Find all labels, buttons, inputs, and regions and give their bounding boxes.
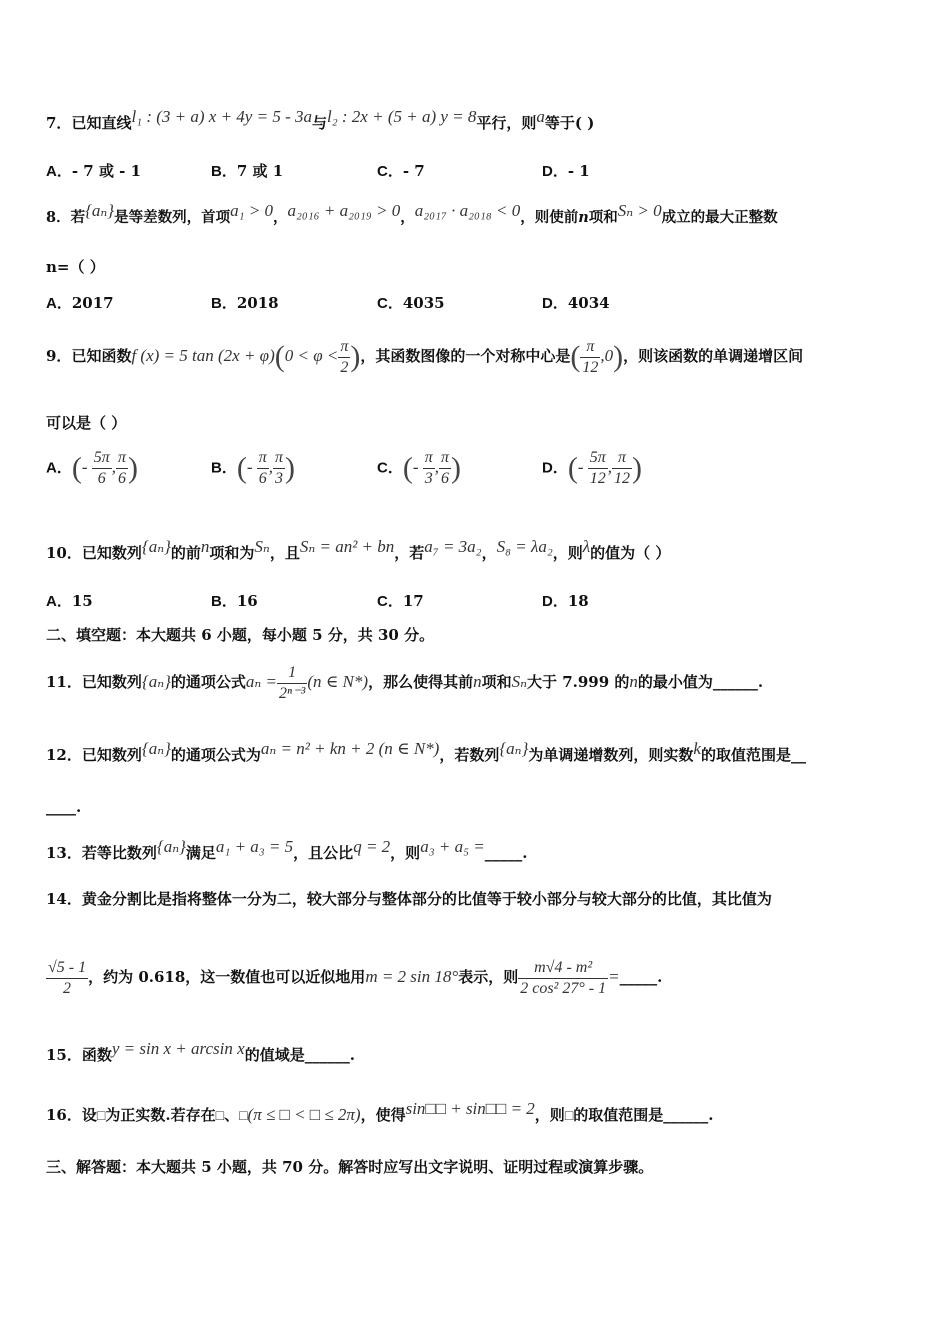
q7-option-d[interactable]	[542, 160, 590, 181]
option-text: 7 或 1	[236, 162, 284, 180]
q10-text: 的值为（ ）	[590, 544, 671, 562]
section-3-heading: 三、解答题：本大题共 5 小题，共 70 分。解答时应写出文字说明、证明过程或演算步骤。	[46, 1158, 654, 1176]
q8-text: ，则使前	[520, 209, 579, 226]
q15-text: 函数	[81, 1046, 112, 1064]
fraction-denominator: 12	[589, 470, 606, 487]
question-16: 16．设□为正实数.若存在□、□(π ≤ □ < □ ≤ 2π)，使得sin□□ + sin□□ = 2，则□的取值范围是______.	[46, 1099, 714, 1124]
option-label: B．	[211, 163, 237, 180]
q7-option-b[interactable]	[211, 160, 283, 181]
fraction-numerator: π	[423, 448, 435, 469]
q7-option-a[interactable]	[46, 160, 141, 181]
option-text: 2017	[71, 294, 114, 312]
q12-formula: aₙ = n² + kn + 2 (n ∈ N*)	[260, 739, 440, 758]
option-label: A．	[46, 593, 72, 610]
q9-text: ，其函数图像的一个对称中心是	[360, 347, 571, 365]
option-text: 4034	[567, 294, 610, 312]
q11-text: 的通项公式	[170, 673, 246, 691]
question-13	[46, 837, 910, 864]
q16-text: 的取值范围是______.	[573, 1106, 714, 1124]
fraction-numerator: π	[338, 337, 350, 358]
q7-text: 等于( )	[544, 114, 595, 132]
fraction-denominator: 6	[97, 470, 106, 487]
fraction-denominator: 12	[614, 470, 631, 487]
q8-option-a[interactable]	[46, 292, 114, 313]
q11-sum: Sₙ	[511, 672, 527, 691]
q16-text: 设	[81, 1106, 97, 1124]
q11-fraction	[277, 663, 307, 704]
q11-formula: aₙ =	[245, 672, 278, 691]
option-label: D．	[542, 593, 568, 610]
q9-option-d[interactable]: D．(- $\frac{5\pi}{12}$ , $\frac{\pi}{12}$ )	[542, 449, 643, 487]
q10-text: 已知数列	[81, 544, 142, 562]
q10-text: 项和为	[209, 544, 255, 562]
option-label: D．	[542, 459, 568, 477]
q10-option-b[interactable]	[211, 590, 258, 611]
q10-number: 10．	[46, 544, 82, 562]
option-text: 2018	[236, 294, 279, 312]
option-label: B．	[211, 295, 237, 312]
option-text: 15	[71, 592, 93, 610]
option-label: C．	[377, 459, 403, 477]
q8-var-n: n	[578, 209, 589, 226]
q10-lambda: λ	[582, 537, 591, 556]
q10-var-n: n	[200, 537, 210, 556]
fraction-numerator: m√4 - m²	[518, 958, 608, 979]
q13-sequence: {aₙ}	[156, 837, 186, 856]
q9-text: 已知函数	[71, 347, 132, 365]
q8-option-d[interactable]	[542, 292, 610, 313]
q8-option-b[interactable]	[211, 292, 279, 313]
q8-cond-4: Sₙ > 0	[617, 201, 662, 220]
q13-number: 13．	[46, 844, 82, 862]
q11-text: 已知数列	[81, 673, 142, 691]
question-11	[46, 660, 910, 704]
q12-var-k: k	[693, 739, 701, 758]
fraction-denominator: 12	[582, 358, 599, 376]
q13-text: ，则	[390, 844, 421, 862]
q9-option-b[interactable]: B．(- $\frac{\pi}{6}$ , $\frac{\pi}{3}$ )	[211, 449, 296, 487]
q10-text: 的前	[170, 544, 201, 562]
q9-number: 9．	[46, 347, 72, 365]
q12-number: 12．	[46, 746, 82, 764]
fraction-denominator: 3	[424, 470, 433, 487]
q10-text: ，且	[269, 544, 300, 562]
q11-text: 项和	[481, 673, 512, 691]
q7-var-a: a	[536, 107, 545, 126]
q11-number: 11．	[46, 673, 82, 691]
q13-text: ，且公比	[293, 844, 354, 862]
q9-option-c[interactable]: C．(- $\frac{\pi}{3}$ , $\frac{\pi}{6}$ )	[377, 449, 462, 487]
q14-golden-ratio	[46, 958, 88, 999]
q11-var-n: n	[629, 672, 638, 691]
q10-sum: Sₙ	[254, 537, 270, 556]
option-label: C．	[377, 163, 403, 180]
q16-text: ，则	[534, 1106, 565, 1124]
q14-equals: =	[608, 967, 620, 986]
q8-number: 8．	[46, 209, 71, 226]
q7-text: 已知直线	[71, 114, 132, 132]
option-text: - 7 或 - 1	[71, 162, 142, 180]
option-label: B．	[211, 593, 237, 610]
q8-text: 若	[70, 209, 86, 226]
q10-sum-formula: Sₙ = an² + bn	[299, 537, 395, 556]
q14-expression	[518, 958, 608, 999]
option-label: A．	[46, 459, 72, 477]
q12-text: 为单调递增数列，则实数	[528, 746, 694, 764]
question-15	[46, 1039, 910, 1066]
q11-domain: (n ∈ N*)	[307, 672, 369, 691]
q8-text: 项和	[588, 209, 618, 226]
q8-text: 成立的最大正整数	[661, 209, 778, 226]
q11-sequence: {aₙ}	[141, 672, 171, 691]
q14-m-def: m = 2 sin 18°	[365, 967, 459, 986]
q12-text: 的取值范围是__	[700, 746, 806, 764]
option-label: C．	[377, 295, 403, 312]
q15-function: y = sin x + arcsin x	[111, 1039, 245, 1058]
q12-text: ，若数列	[439, 746, 500, 764]
q9-fraction	[338, 337, 350, 378]
q12-text: 已知数列	[81, 746, 142, 764]
q10-cond-2: S₈ = λa₂	[496, 537, 553, 556]
fraction-numerator: √5 - 1	[46, 958, 88, 979]
q9-center-x	[580, 337, 600, 378]
q9-option-a[interactable]: A．(- $\frac{5\pi}{6}$ , $\frac{\pi}{6}$ )	[46, 449, 139, 487]
q10-text: ，则	[552, 544, 583, 562]
q7-text: 与	[312, 114, 328, 132]
q8-text: ，	[272, 209, 288, 226]
question-7	[46, 107, 910, 134]
option-text: - 7	[402, 162, 425, 180]
q11-var-n: n	[473, 672, 482, 691]
q12-text: 的通项公式为	[170, 746, 261, 764]
fraction-denominator: 6	[258, 470, 267, 487]
q8-line-2: n=（ ）	[46, 258, 105, 276]
q12-sequence: {aₙ}	[141, 739, 171, 758]
q14-number: 14．	[46, 890, 82, 908]
option-label: A．	[46, 163, 72, 180]
fraction-denominator: 2ⁿ⁻³	[279, 684, 306, 702]
q14-line-2	[46, 954, 910, 1000]
q9-line-2: 可以是（ ）	[46, 414, 127, 432]
fraction-numerator: 5π	[92, 448, 112, 469]
q13-target: a₃ + a₅ =	[420, 837, 485, 856]
q16-number: 16．	[46, 1106, 82, 1124]
q11-text: 的最小值为______.	[637, 673, 764, 691]
fraction-denominator: 2 cos² 27° - 1	[520, 979, 607, 997]
question-8	[46, 201, 910, 229]
q7-line-l2: l₂ : 2x + (5 + a) y = 8	[327, 107, 477, 126]
fraction-numerator: π	[257, 448, 269, 469]
fraction-denominator: 2	[63, 979, 72, 997]
option-text: 18	[567, 592, 589, 610]
q8-cond-2: a₂₀₁₆ + a₂₀₁₉ > 0	[287, 201, 401, 220]
q7-number: 7．	[46, 114, 72, 132]
q7-option-c[interactable]	[377, 160, 425, 181]
q13-ratio: q = 2	[353, 837, 391, 856]
option-text: - 1	[567, 162, 590, 180]
option-text: 4035	[402, 294, 445, 312]
option-label: D．	[542, 295, 568, 312]
q10-text: ，若	[394, 544, 425, 562]
q11-text: 大于 7.999 的	[526, 673, 630, 691]
fraction-denominator: 6	[441, 470, 450, 487]
q8-option-c[interactable]	[377, 292, 445, 313]
q7-text: 平行，则	[476, 114, 537, 132]
q8-text: 是等差数列，首项	[114, 209, 231, 226]
fraction-numerator: 5π	[588, 448, 608, 469]
option-text: 17	[402, 592, 424, 610]
q14-text: 黄金分割比是指将整体一分为二，较大部分与整体部分的比值等于较小部分与较大部分的比值，其比值为	[81, 890, 772, 908]
question-9: 9．已知函数f (x) = 5 tan (2x + φ)(0 < φ < $\frac{\pi}{2}$ )，其函数图像的一个对称中心是( $\frac{\pi}{12}$ ,0)，则该函数的单调递增区间	[46, 337, 804, 376]
q16-text: 为正实数.若存在	[105, 1106, 216, 1124]
q15-number: 15．	[46, 1046, 82, 1064]
option-label: B．	[211, 459, 237, 477]
q14-answer-blank[interactable]: _____.	[619, 968, 663, 986]
q8-text: ，	[400, 209, 415, 226]
q10-sequence: {aₙ}	[141, 537, 171, 556]
q13-cond-1: a₁ + a₃ = 5	[215, 837, 294, 856]
option-label: C．	[377, 593, 403, 610]
q16-equation: sin□□ + sin□□ = 2	[405, 1099, 535, 1118]
question-10	[46, 537, 910, 564]
q12-sequence: {aₙ}	[499, 739, 529, 758]
option-label: D．	[542, 163, 568, 180]
q9-phi-range: 0 < φ <	[284, 346, 339, 365]
fraction-numerator: π	[439, 448, 451, 469]
fraction-denominator: 6	[118, 470, 127, 487]
fraction-denominator: 2	[340, 358, 349, 376]
question-14	[46, 888, 910, 910]
question-12	[46, 739, 910, 766]
q7-line-l1: l₁ : (3 + a) x + 4y = 5 - 3a	[131, 107, 312, 126]
fraction-numerator: π	[580, 337, 600, 358]
q16-range: (π ≤ □ < □ ≤ 2π)	[247, 1105, 361, 1124]
option-label: A．	[46, 295, 72, 312]
q8-cond-1: a₁ > 0	[230, 201, 273, 220]
q10-cond-1: a₇ = 3a₂	[424, 537, 482, 556]
q9-center-y: ,0	[600, 346, 614, 365]
q15-text: 的值域是______.	[244, 1046, 355, 1064]
q8-sequence: {aₙ}	[85, 201, 115, 220]
q16-text: 、	[224, 1106, 240, 1124]
fraction-numerator: π	[612, 448, 632, 469]
fraction-numerator: π	[273, 448, 285, 469]
q10-option-c[interactable]	[377, 590, 424, 611]
q10-text: ，	[481, 544, 497, 562]
section-2-heading: 二、填空题：本大题共 6 小题，每小题 5 分，共 30 分。	[46, 626, 435, 644]
q13-text: 若等比数列	[81, 844, 157, 862]
q14-text: 表示，则	[458, 968, 519, 986]
fraction-numerator: 1	[277, 663, 307, 684]
q9-function: f (x) = 5 tan (2x + φ)	[131, 346, 275, 365]
option-text: 16	[236, 592, 258, 610]
q9-text: ，则该函数的单调递增区间	[623, 347, 804, 365]
q13-answer-blank[interactable]: _____.	[484, 844, 528, 862]
q8-cond-3: a₂₀₁₇ · a₂₀₁₈ < 0	[414, 201, 521, 220]
fraction-denominator: 3	[275, 470, 284, 487]
q13-text: 满足	[185, 844, 216, 862]
q14-text: ，约为 0.618，这一数值也可以近似地用	[88, 968, 366, 986]
q16-text: ，使得	[360, 1106, 406, 1124]
q10-option-a[interactable]	[46, 590, 93, 611]
q12-line-2[interactable]: ____.	[46, 798, 82, 816]
q10-option-d[interactable]	[542, 590, 589, 611]
fraction-numerator: π	[116, 448, 128, 469]
q11-text: ，那么使得其前	[368, 673, 474, 691]
